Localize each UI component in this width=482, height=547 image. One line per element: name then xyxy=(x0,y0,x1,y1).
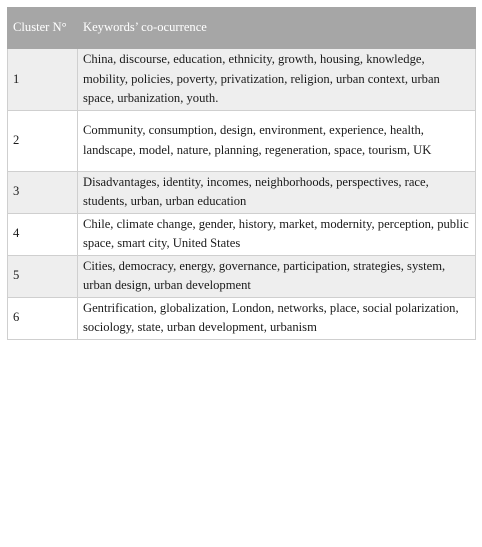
table-row xyxy=(8,297,476,339)
keyword-clusters-table xyxy=(7,7,476,340)
table-body xyxy=(8,49,476,340)
cluster-number: 1 xyxy=(8,49,78,111)
table-row xyxy=(8,255,476,297)
cluster-keywords: Community, consumption, design, environment, experience, health, landscape, model, nature, planning, regeneration, space, tourism, UK xyxy=(78,110,476,171)
cluster-keywords: China, discourse, education, ethnicity, growth, housing, knowledge, mobility, policies, poverty, privatization, religion, urban context, urban space, urbanization, youth. xyxy=(78,49,476,111)
cluster-number: 6 xyxy=(8,297,78,339)
header-row xyxy=(8,8,476,49)
table-row xyxy=(8,49,476,111)
cluster-number: 5 xyxy=(8,255,78,297)
cluster-number-header: Cluster N° xyxy=(8,8,78,49)
table-row xyxy=(8,213,476,255)
table-row xyxy=(8,110,476,171)
cluster-number: 4 xyxy=(8,213,78,255)
cluster-keywords: Gentrification, globalization, London, networks, place, social polarization, sociology, state, urban development, urbanism xyxy=(78,297,476,339)
cluster-keywords: Disadvantages, identity, incomes, neighborhoods, perspectives, race, students, urban, urban education xyxy=(78,171,476,213)
cluster-number: 3 xyxy=(8,171,78,213)
cluster-number: 2 xyxy=(8,110,78,171)
keywords-header: Keywords’ co-ocurrence xyxy=(78,8,476,49)
cluster-keywords: Chile, climate change, gender, history, market, modernity, perception, public space, smart city, United States xyxy=(78,213,476,255)
table-row xyxy=(8,171,476,213)
cluster-keywords: Cities, democracy, energy, governance, participation, strategies, system, urban design, urban development xyxy=(78,255,476,297)
table-header xyxy=(8,8,476,49)
